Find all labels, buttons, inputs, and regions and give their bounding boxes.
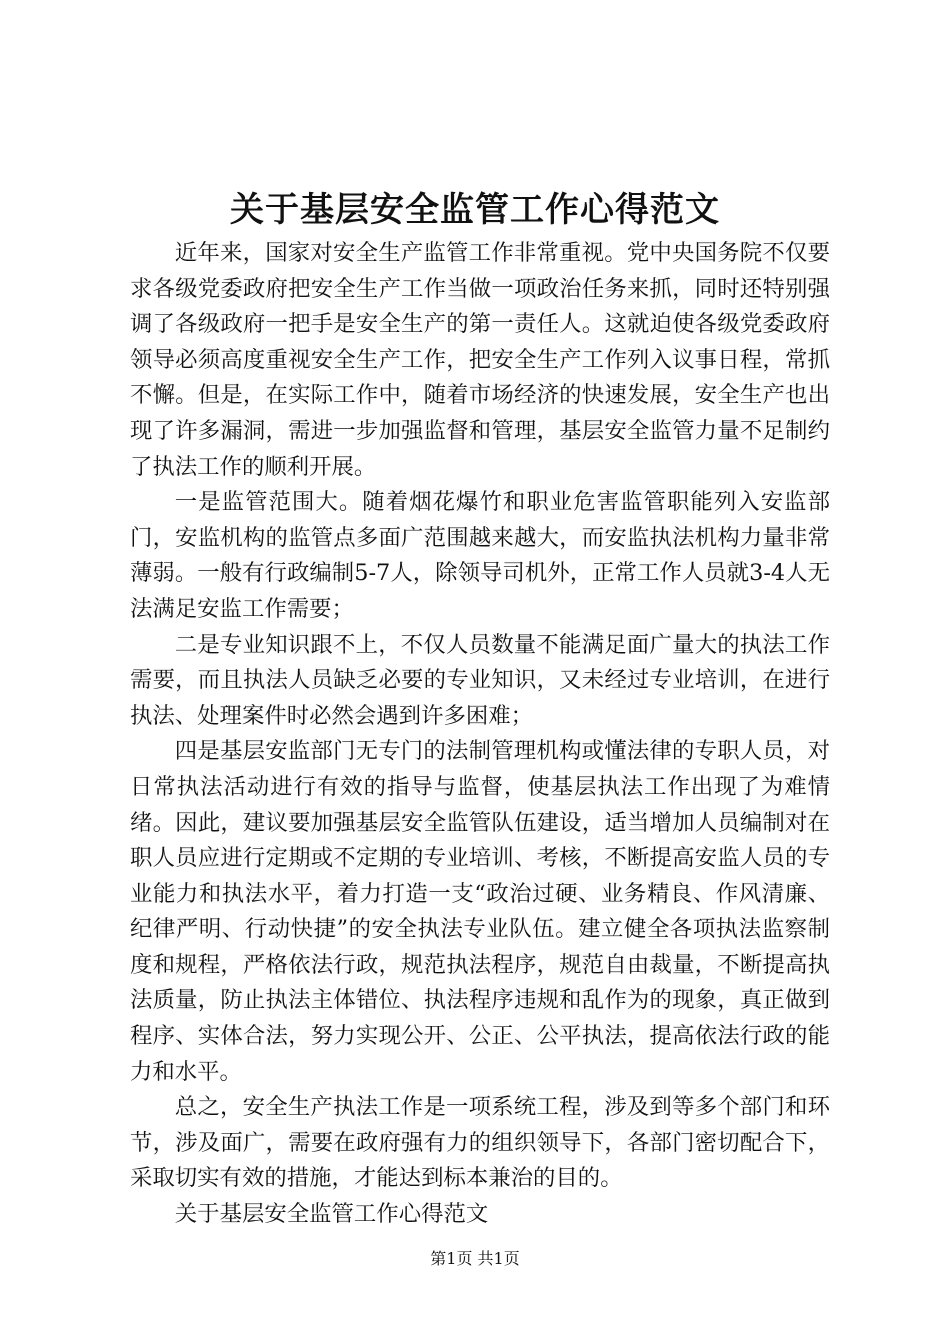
paragraph-point-two: 二是专业知识跟不上，不仅人员数量不能满足面广量大的执法工作需要，而且执法人员缺乏必要的专业知识，又未经过专业培训，在进行执法、处理案件时必然会遇到许多困难；	[130, 631, 830, 729]
paragraph-point-four: 四是基层安监部门无专门的法制管理机构或懂法律的专职人员，对日常执法活动进行有效的指导与监督，使基层执法工作出现了为难情绪。因此，建议要加强基层安全监管队伍建设，适当增加人员编制对在职人员应进行定期或不定期的专业培训、考核，不断提高安监人员的专业能力和执法水平，着力打造一支“政治过硬、业务精良、作风清廉、纪律严明、行动快捷”的安全执法专业队伍。建立健全各项执法监察制度和规程，严格依法行政，规范执法程序，规范自由裁量，不断提高执法质量，防止执法主体错位、执法程序违规和乱作为的现象，真正做到程序、实体合法，努力实现公开、公正、公平执法，提高依法行政的能力和水平。	[130, 738, 830, 1085]
paragraph-point-one: 一是监管范围大。随着烟花爆竹和职业危害监管职能列入安监部门，安监机构的监管点多面广范围越来越大，而安监执法机构力量非常薄弱。一般有行政编制5-7人，除领导司机外，正常工作人员就3-4人无法满足安监工作需要；	[130, 489, 830, 622]
page-footer: 第1页 共1页	[430, 1249, 520, 1268]
paragraph-conclusion: 总之，安全生产执法工作是一项系统工程，涉及到等多个部门和环节，涉及面广，需要在政府强有力的组织领导下，各部门密切配合下，采取切实有效的措施，才能达到标本兼治的目的。	[130, 1094, 830, 1192]
closing-title-line: 关于基层安全监管工作心得范文	[174, 1201, 489, 1228]
document-title: 关于基层安全监管工作心得范文	[230, 190, 720, 230]
document-body	[130, 236, 830, 1233]
paragraph-intro: 近年来，国家对安全生产监管工作非常重视。党中央国务院不仅要求各级党委政府把安全生产工作当做一项政治任务来抓，同时还特别强调了各级政府一把手是安全生产的第一责任人。这就迫使各级党委政府领导必须高度重视安全生产工作，把安全生产工作列入议事日程，常抓不懈。但是，在实际工作中，随着市场经济的快速发展，安全生产也出现了许多漏洞，需进一步加强监督和管理，基层安全监管力量不足制约了执法工作的顺利开展。	[130, 240, 830, 480]
